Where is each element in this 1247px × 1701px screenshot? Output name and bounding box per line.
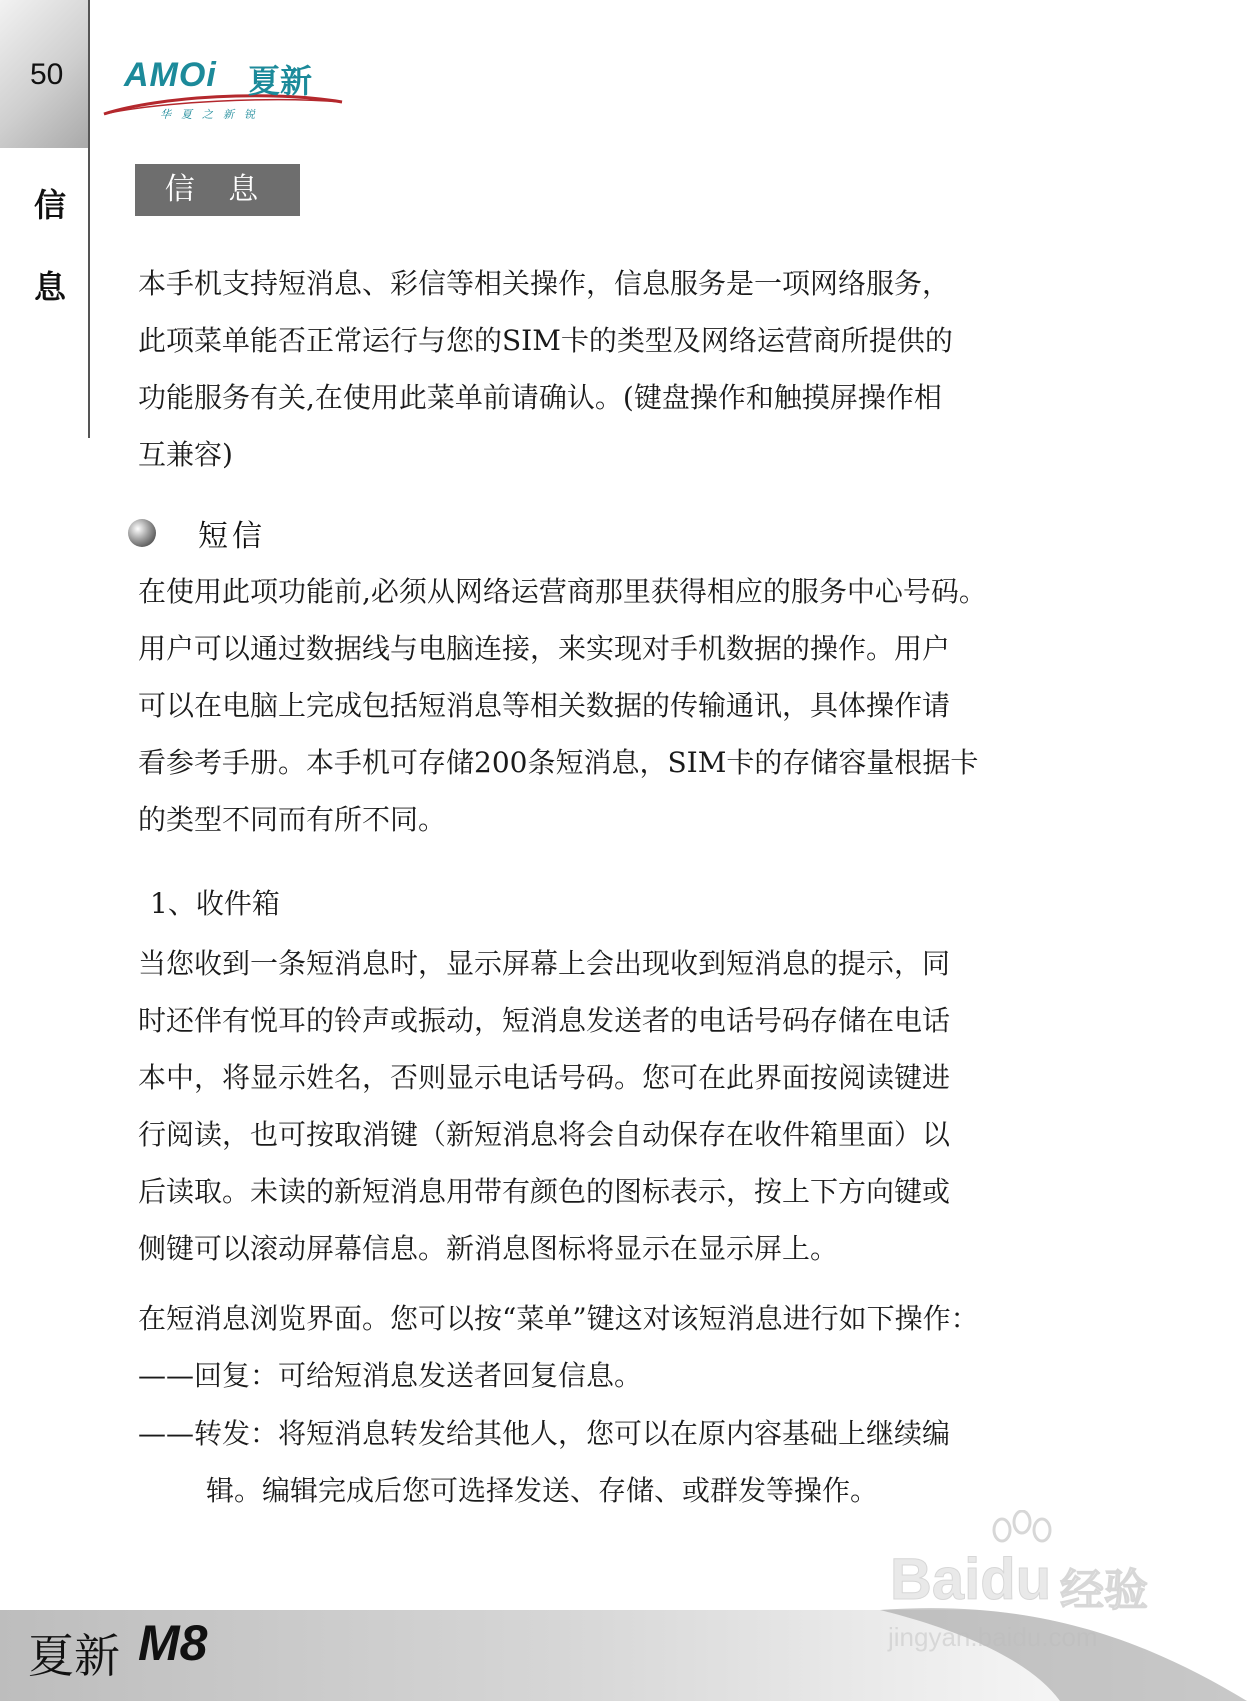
watermark-url: jingyan.baidu.com (888, 1622, 1098, 1652)
side-label-char-1: 信 (34, 186, 67, 224)
intro-paragraph: 本手机支持短消息、彩信等相关操作，信息服务是一项网络服务， 此项菜单能否正常运行与您的SIM卡的类型及网络运营商所提供的 功能服务有关,在使用此菜单前请确认。(键盘操作和触摸屏操作相 互兼容) (138, 267, 953, 471)
baidu-watermark (888, 1510, 1188, 1660)
bullet-icon (128, 519, 156, 547)
logo-brand: AMOi (124, 56, 217, 94)
option-forward-continued: 辑。编辑完成后您可选择发送、存储、或群发等操作。 (206, 1474, 879, 1507)
watermark-text: Baidu (890, 1547, 1052, 1612)
sms-paragraph: 在使用此项功能前,必须从网络运营商那里获得相应的服务中心号码。 用户可以通过数据线与电脑连接，来实现对手机数据的操作。用户 可以在电脑上完成包括短消息等相关数据的传输通讯，具体操作请 看参考手册。本手机可存储200条短消息，SIM卡的存储容量根据卡 的类型不同而有所不同。 (138, 575, 987, 836)
inbox-heading: 1、收件箱 (150, 887, 280, 920)
watermark-cn: 经验 (1060, 1565, 1148, 1616)
section-title: 信 息 (135, 164, 300, 216)
page-number: 50 (30, 58, 64, 91)
side-label-char-2: 息 (34, 268, 67, 306)
logo-brand-cn: 夏新 (248, 62, 313, 100)
option-forward: ——转发：将短消息转发给其他人，您可以在原内容基础上继续编 (138, 1417, 951, 1450)
amoi-logo (100, 50, 345, 125)
footer-brand: 夏新 (28, 1629, 120, 1683)
footer-model: M8 (138, 1615, 208, 1671)
option-reply: ——回复：可给短消息发送者回复信息。 (138, 1359, 643, 1392)
inbox-paragraph: 当您收到一条短消息时，显示屏幕上会出现收到短消息的提示，同 时还伴有悦耳的铃声或振动，短消息发送者的电话号码存储在电话 本中，将显示姓名，否则显示电话号码。您可在此界面按阅读键进 行阅读，也可按取消键（新短消息将会自动保存在收件箱里面）以 后读取。未读的新短消息用带有颜色的图标表示，按上下方向键或 侧键可以滚动屏幕信息。新消息图标将显示在显示屏上。 (138, 947, 951, 1265)
side-rule (88, 0, 90, 438)
logo-slogan: 华夏之新锐 (160, 108, 265, 121)
sms-heading: 短信 (198, 519, 266, 554)
menu-intro: 在短消息浏览界面。您可以按“菜单”键这对该短消息进行如下操作： (138, 1302, 979, 1335)
